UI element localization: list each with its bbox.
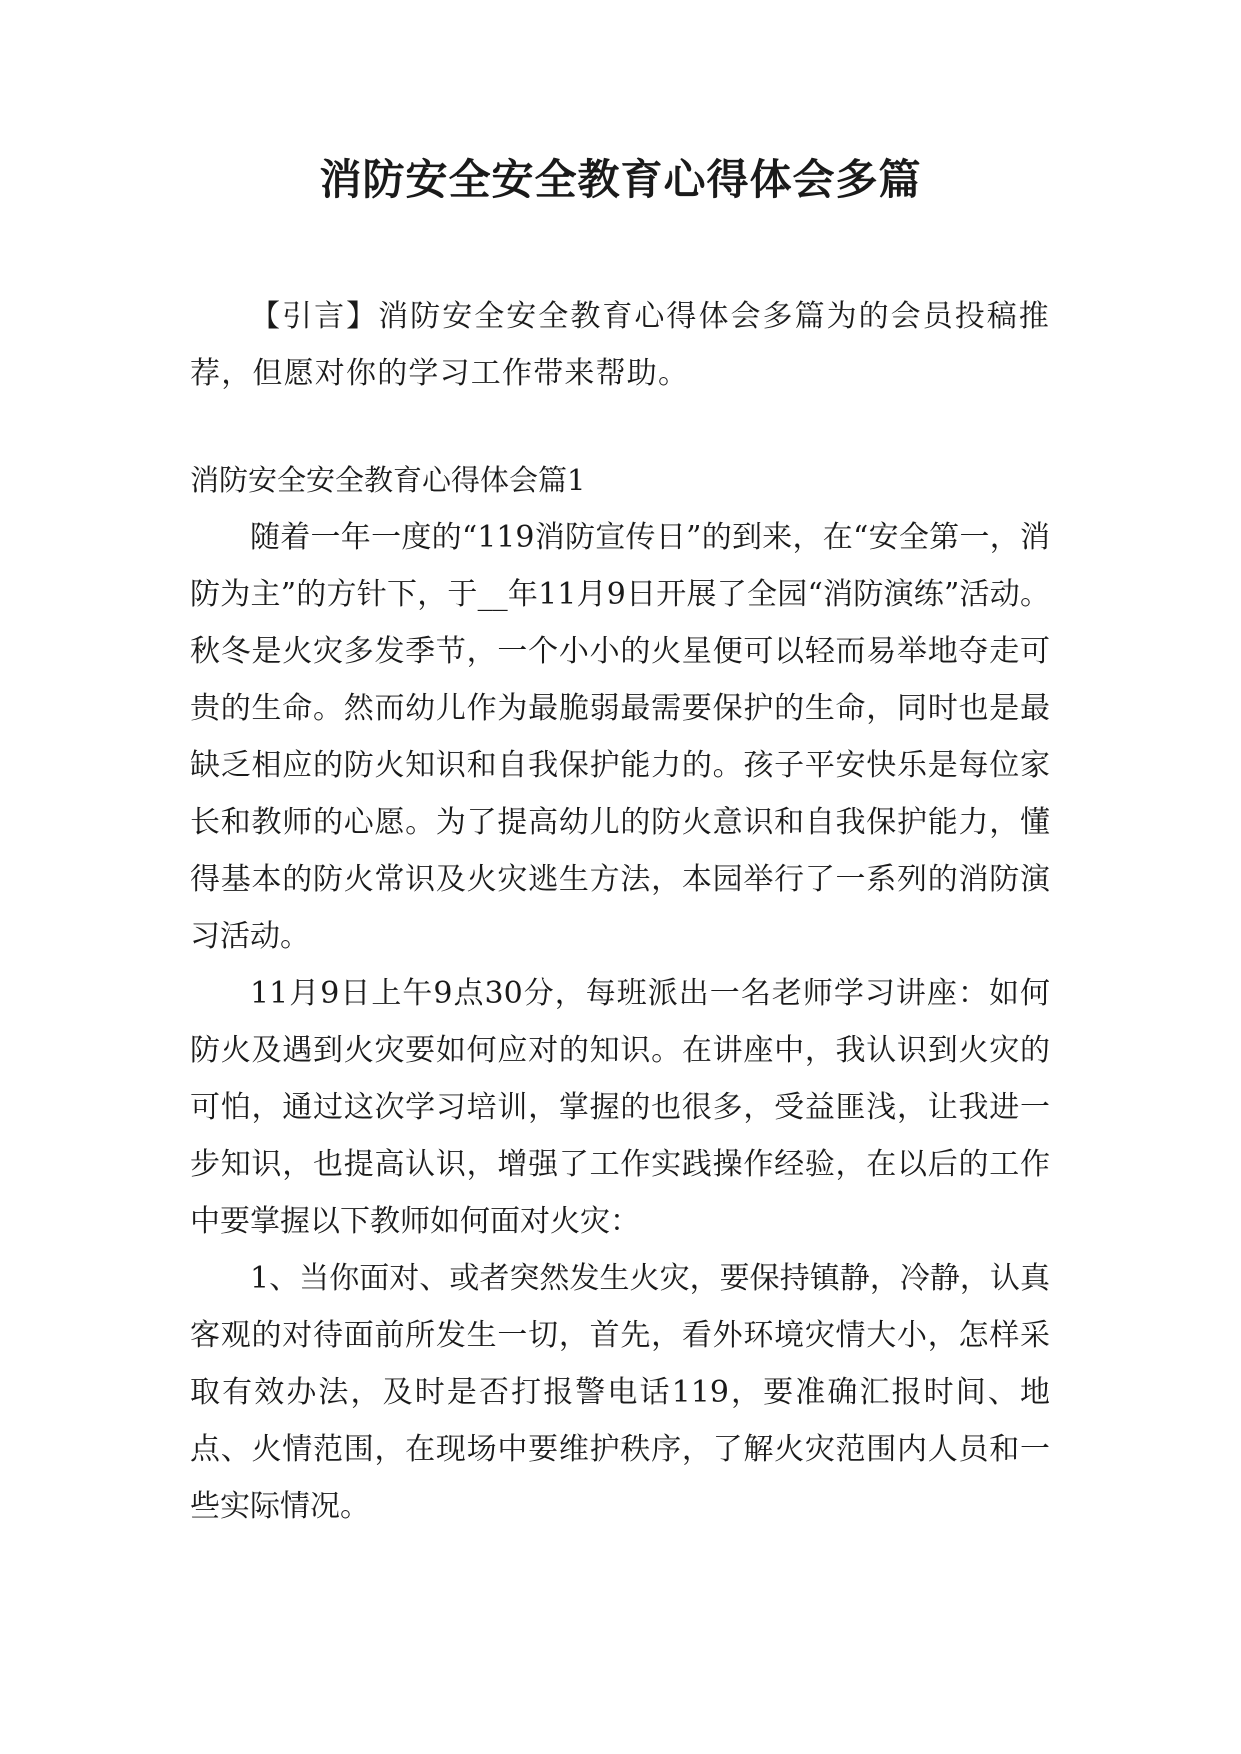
intro-paragraph: 【引言】消防安全安全教育心得体会多篇为的会员投稿推荐，但愿对你的学习工作带来帮助。 xyxy=(190,299,1050,391)
spacer xyxy=(190,402,1050,452)
document-title: 消防安全安全教育心得体会多篇 xyxy=(319,155,922,204)
body-paragraph-3: 1、当你面对、或者突然发生火灾，要保持镇静，冷静，认真客观的对待面前所发生一切，首先，看外环境灾情大小，怎样采取有效办法，及时是否打报警电话119，要准确汇报时间、地点、火情范围，在现场中要维护秩序，了解火灾范围内人员和一些实际情况。 xyxy=(190,1261,1050,1524)
body-paragraph-2: 11月9日上午9点30分，每班派出一名老师学习讲座：如何防火及遇到火灾要如何应对的知识。在讲座中，我认识到火灾的可怕，通过这次学习培训，掌握的也很多，受益匪浅，让我进一步知识，也提高认识，增强了工作实践操作经验，在以后的工作中要掌握以下教师如何面对火灾： xyxy=(190,976,1050,1239)
document-body xyxy=(190,288,1050,1535)
section-heading: 消防安全安全教育心得体会篇1 xyxy=(190,463,586,497)
body-paragraph-1: 随着一年一度的“119消防宣传日”的到来，在“安全第一，消防为主”的方针下，于__年11月9日开展了全园“消防演练”活动。秋冬是火灾多发季节，一个小小的火星便可以轻而易举地夺走可贵的生命。然而幼儿作为最脆弱最需要保护的生命，同时也是最缺乏相应的防火知识和自我保护能力的。孩子平安快乐是每位家长和教师的心愿。为了提高幼儿的防火意识和自我保护能力，懂得基本的防火常识及火灾逃生方法，本园举行了一系列的消防演习活动。 xyxy=(190,520,1050,954)
